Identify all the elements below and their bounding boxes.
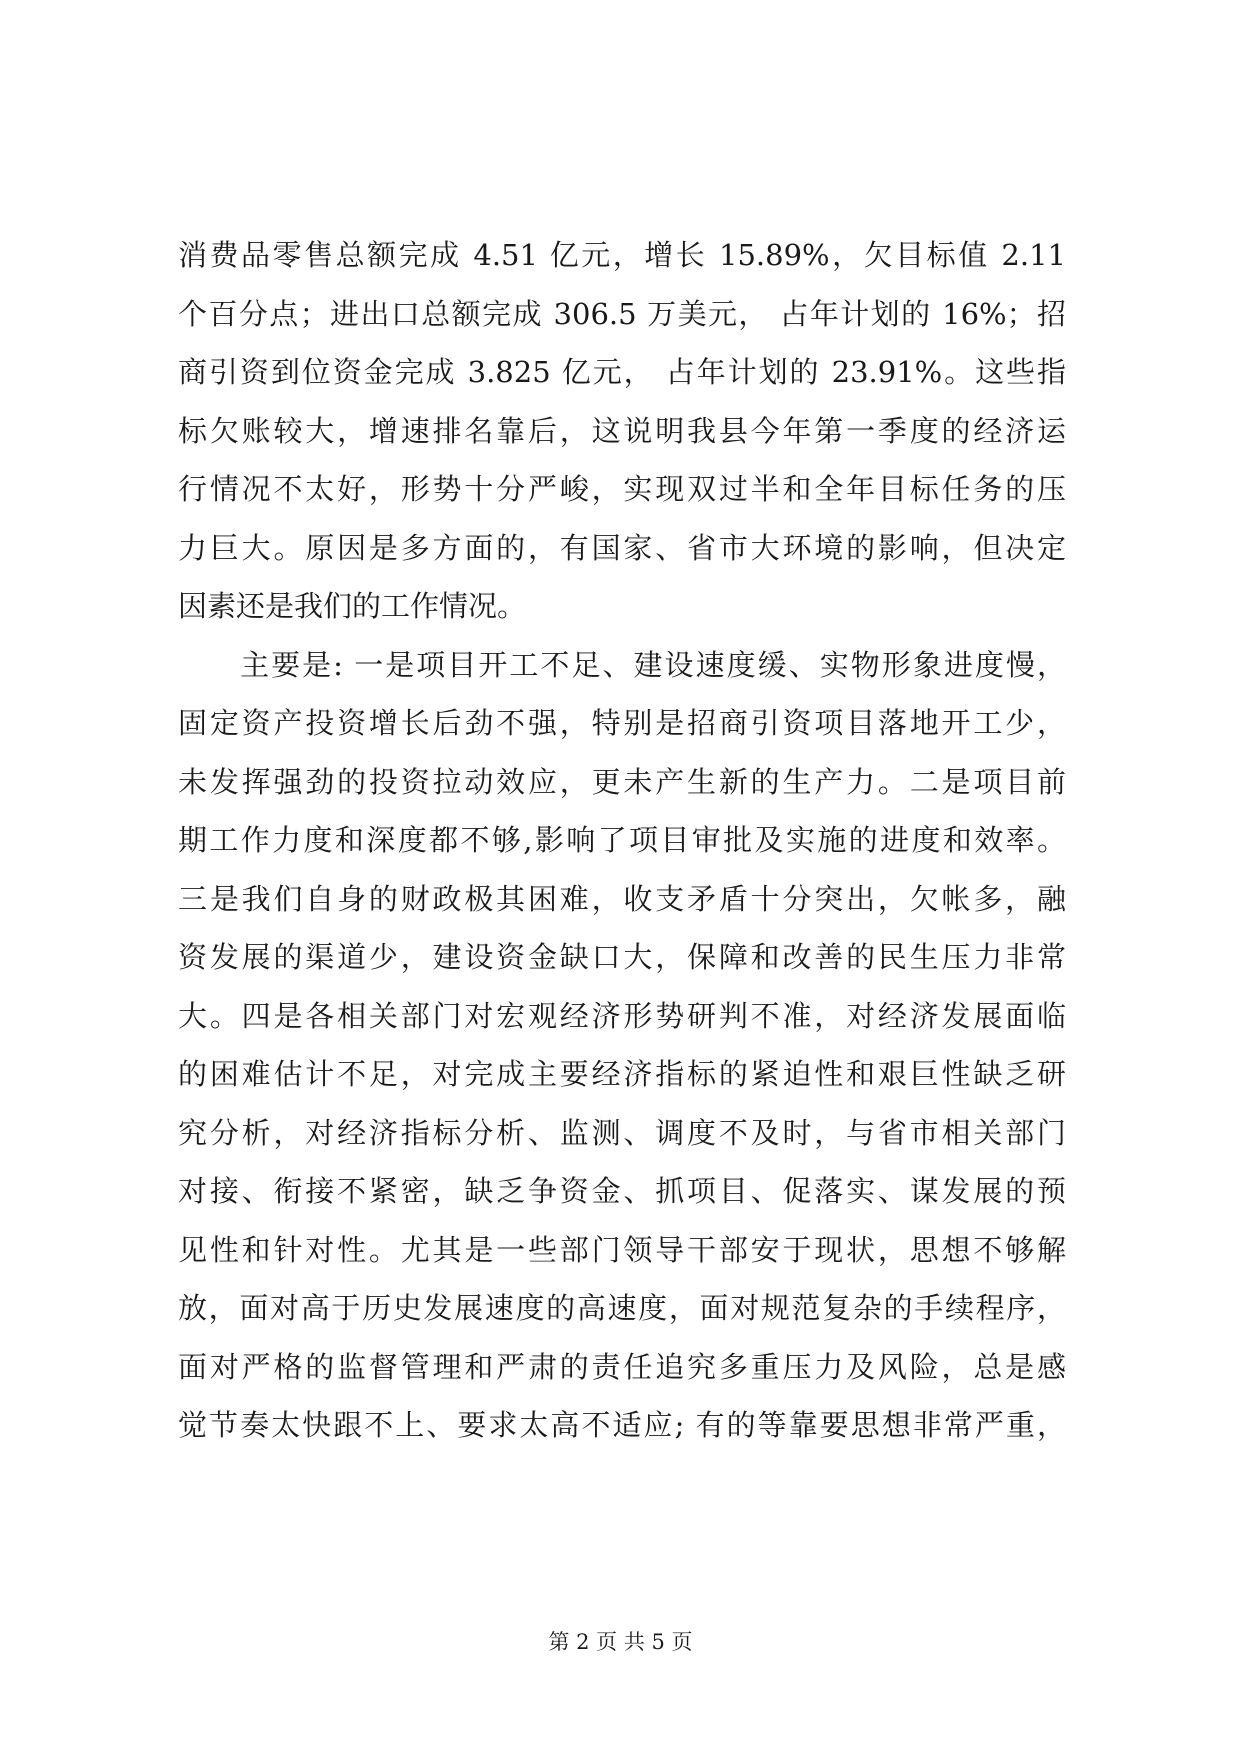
text-line: 面对严格的监督管理和严肃的责任追究多重压力及风险，总是感: [178, 1349, 1066, 1384]
text-line: 未发挥强劲的投资拉动效应，更未产生新的生产力。二是项目前: [178, 764, 1066, 799]
text-line: 商引资到位资金完成 3.825 亿元， 占年计划的 23.91%。这些指: [178, 355, 1066, 389]
text-line: 的困难估计不足，对完成主要经济指标的紧迫性和艰巨性缺乏研: [178, 1057, 1066, 1091]
text-line: 究分析，对经济指标分析、监测、调度不及时，与省市相关部门: [178, 1115, 1066, 1150]
text-line: 大。四是各相关部门对宏观经济形势研判不准，对经济发展面临: [178, 998, 1066, 1033]
page-number-footer: 第 2 页 共 5 页: [548, 1630, 693, 1654]
text-line: 资发展的渠道少，建设资金缺口大，保障和改善的民生压力非常: [178, 940, 1066, 974]
text-line: 觉节奏太快跟不上、要求太高不适应; 有的等靠要思想非常严重，: [178, 1408, 1066, 1442]
text-line: 标欠账较大，增速排名靠后，这说明我县今年第一季度的经济运: [178, 413, 1066, 448]
text-line: 行情况不太好，形势十分严峻，实现双过半和全年目标任务的压: [178, 472, 1066, 506]
text-line: 因素还是我们的工作情况。: [178, 589, 527, 623]
text-line: 个百分点；进出口总额完成 306.5 万美元， 占年计划的 16%；招: [178, 296, 1066, 331]
text-line: 见性和针对性。尤其是一些部门领导干部安于现状，思想不够解: [178, 1232, 1066, 1267]
text-line: 固定资产投资增长后劲不强，特别是招商引资项目落地开工少，: [178, 706, 1066, 740]
text-line: 三是我们自身的财政极其困难，收支矛盾十分突出，欠帐多，融: [178, 881, 1066, 916]
text-line: 消费品零售总额完成 4.51 亿元，增长 15.89%，欠目标值 2.11: [178, 238, 1066, 272]
text-line: 期工作力度和深度都不够,影响了项目审批及实施的进度和效率。: [178, 823, 1066, 857]
text-line: 放，面对高于历史发展速度的高速度，面对规范复杂的手续程序，: [178, 1291, 1066, 1325]
text-line: 对接、衔接不紧密，缺乏争资金、抓项目、促落实、谋发展的预: [178, 1174, 1066, 1208]
text-line: 主要是: 一是项目开工不足、建设速度缓、实物形象进度慢，: [178, 647, 1066, 682]
body-text: [178, 226, 1066, 1455]
text-line: 力巨大。原因是多方面的，有国家、省市大环境的影响，但决定: [178, 530, 1066, 565]
